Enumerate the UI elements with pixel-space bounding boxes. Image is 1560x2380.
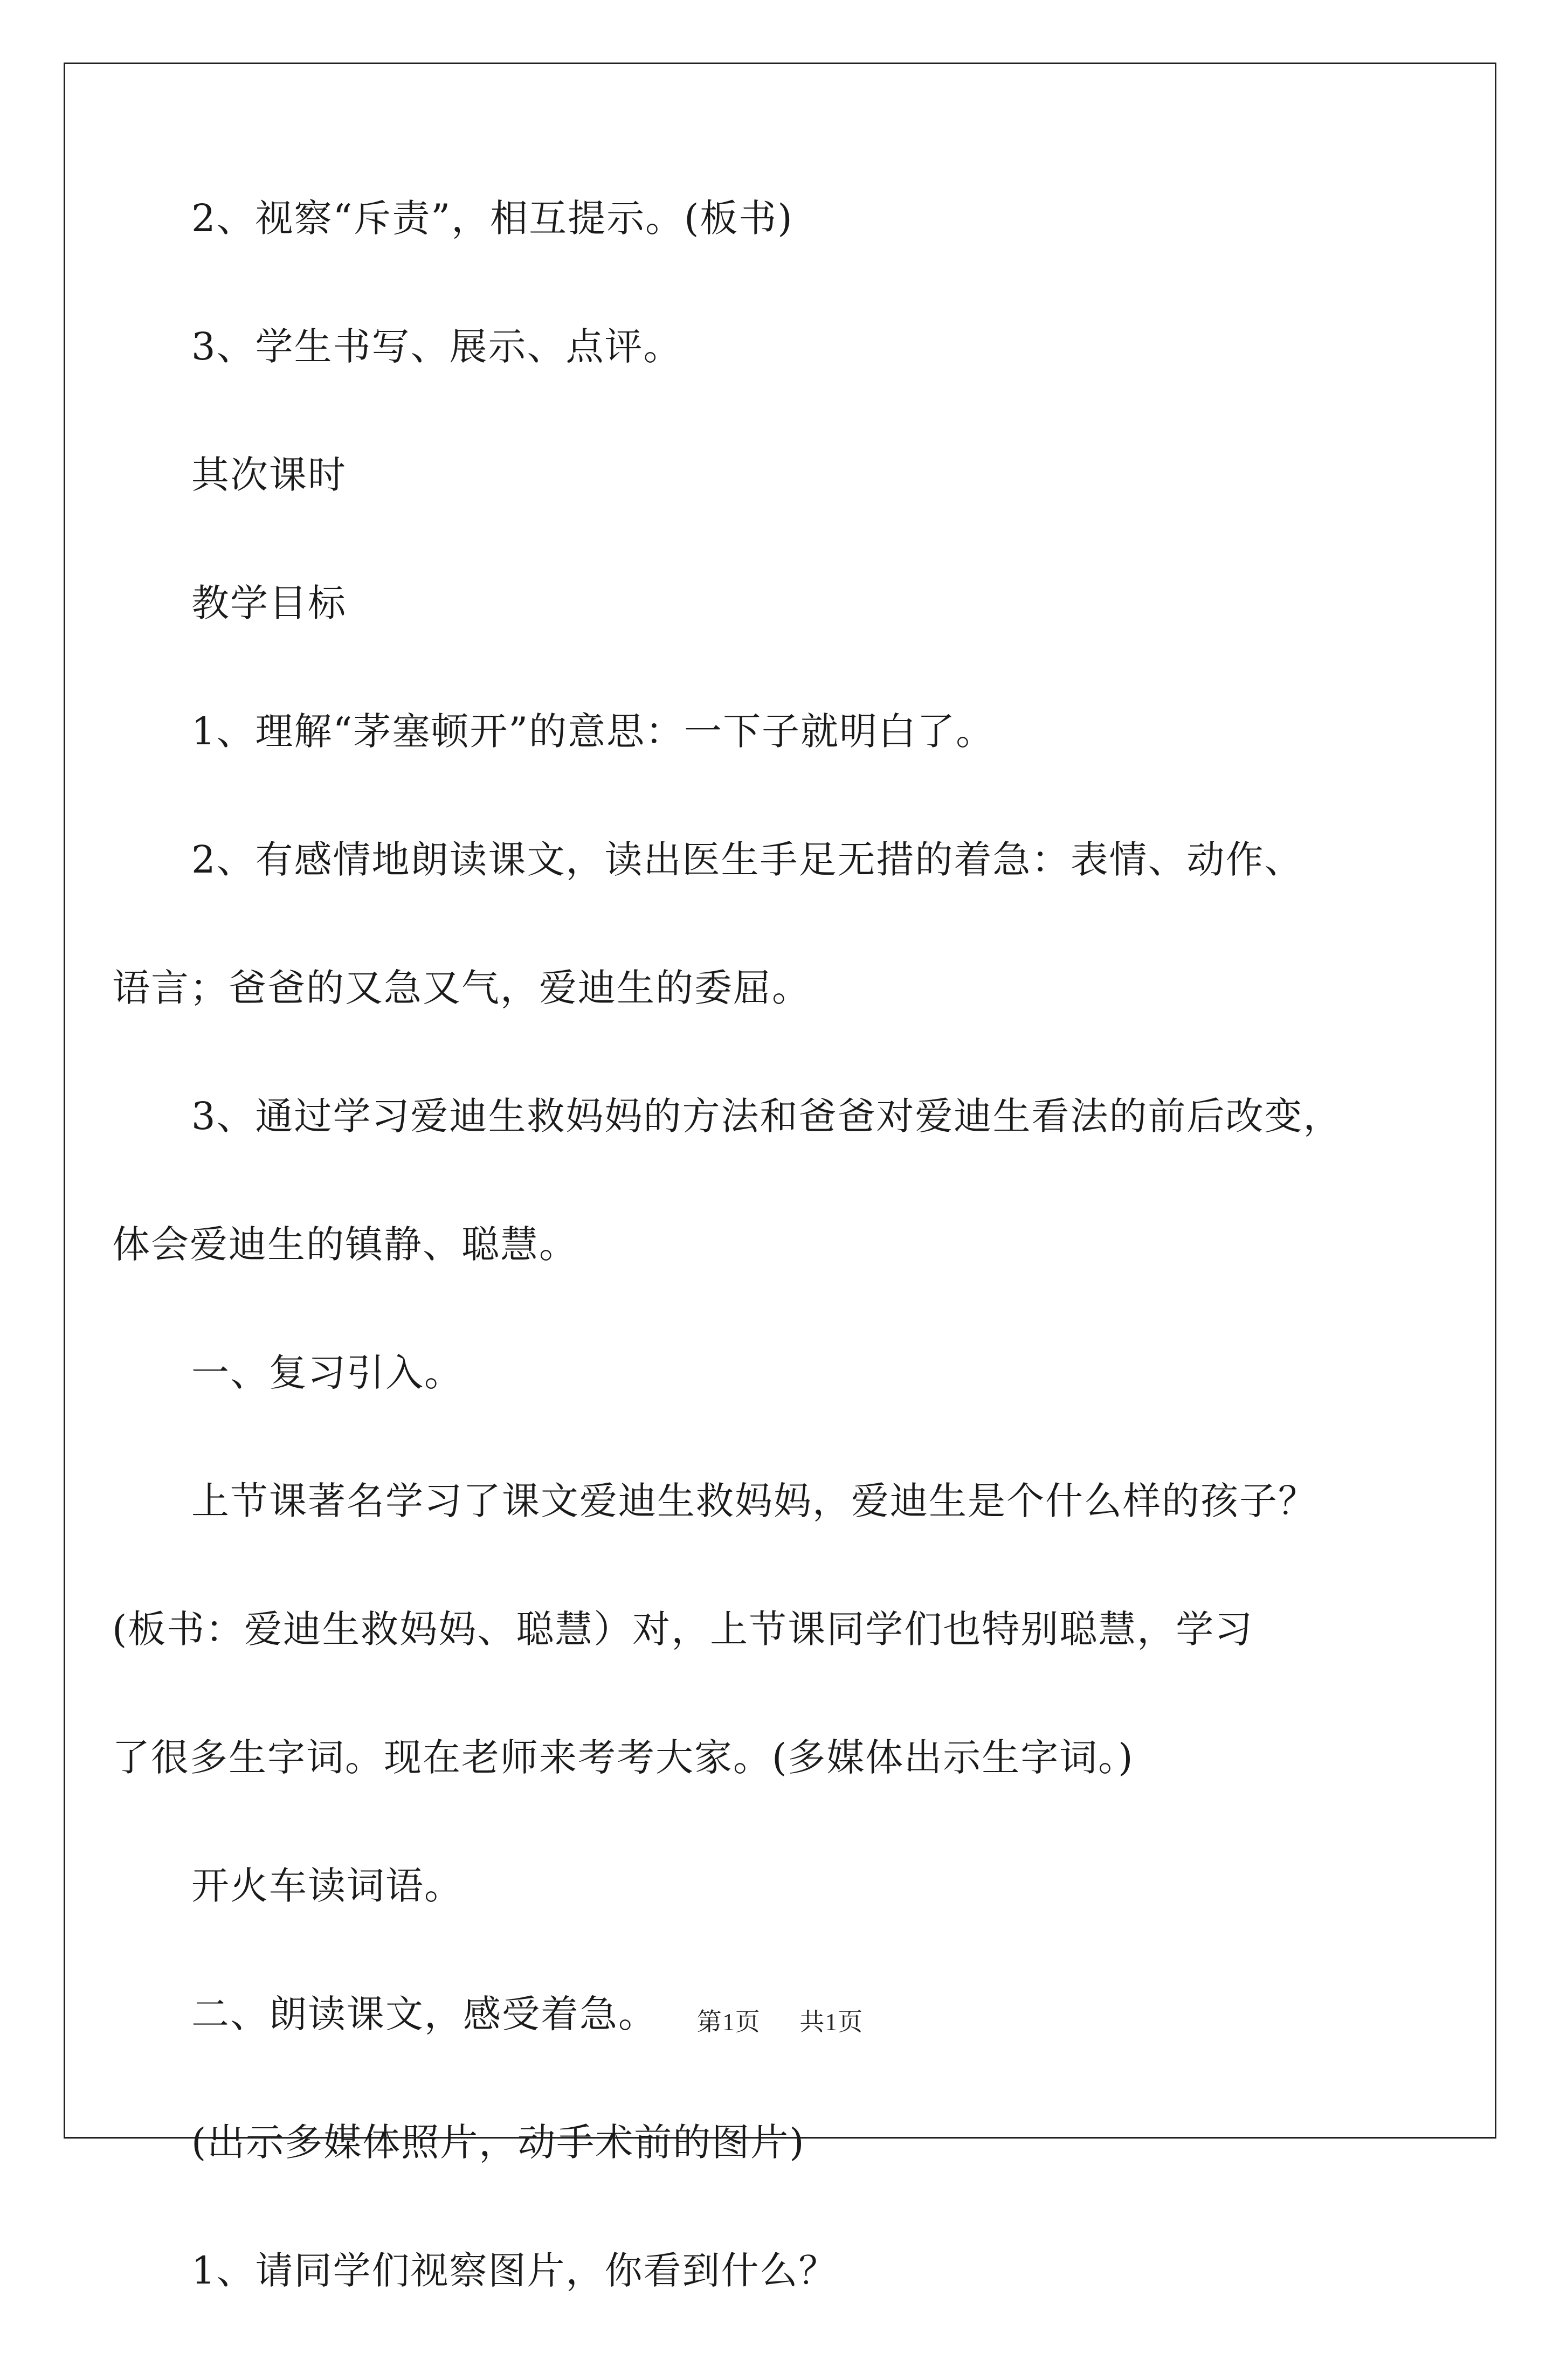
text-line: 2、有感情地朗读课文，读出医生手足无措的着急：表情、动作、 bbox=[191, 838, 1303, 882]
text-line: 上节课著名学习了课文爱迪生救妈妈，爱迪生是个什么样的孩子？ bbox=[191, 1479, 1317, 1523]
text-line: (板书：爱迪生救妈妈、聪慧）对，上节课同学们也特别聪慧，学习 bbox=[112, 1607, 1254, 1651]
text-line: (出示多媒体照片，动手术前的图片) bbox=[191, 2120, 805, 2164]
paragraph bbox=[191, 324, 1393, 369]
text-line: 体会爱迪生的镇静、聪慧。 bbox=[112, 1222, 578, 1267]
text-line: 3、通过学习爱迪生救妈妈的方法和爸爸对爱迪生看法的前后改变， bbox=[191, 1094, 1342, 1138]
text-line: 语言；爸爸的又急又气，爱迪生的委屈。 bbox=[112, 966, 811, 1010]
text-line: 一、复习引入。 bbox=[191, 1351, 463, 1395]
document-body bbox=[112, 196, 1393, 2380]
text-line: 1、理解“茅塞顿开”的意思：一下子就明白了。 bbox=[191, 709, 995, 753]
paragraph bbox=[191, 2120, 1393, 2164]
paragraph bbox=[191, 709, 1393, 753]
page-total: 共1页 bbox=[799, 2008, 864, 2036]
text-line: 2、视察“斥责”，相互提示。(板书) bbox=[191, 196, 793, 240]
page-number: 第1页 bbox=[696, 2008, 761, 2036]
paragraph bbox=[191, 196, 1393, 240]
paragraph bbox=[112, 1094, 1393, 1267]
paragraph bbox=[191, 1864, 1393, 1908]
section-heading bbox=[191, 453, 1393, 497]
paragraph bbox=[112, 1479, 1393, 1780]
page-footer bbox=[0, 2002, 1560, 2038]
section-heading bbox=[191, 581, 1393, 625]
text-line: 了很多生字词。现在老师来考考大家。(多媒体出示生字词。) bbox=[112, 1735, 1134, 1780]
section-heading bbox=[191, 1351, 1393, 1395]
text-line: 1、请同学们视察图片，你看到什么？ bbox=[191, 2248, 838, 2293]
text-line: 其次课时 bbox=[191, 453, 347, 497]
text-line: 教学目标 bbox=[191, 581, 347, 625]
text-line: 二、朗读课文，感受着急。 bbox=[191, 1992, 657, 2036]
paragraph bbox=[191, 2248, 1393, 2293]
text-line: 开火车读词语。 bbox=[191, 1864, 463, 1908]
paragraph bbox=[112, 838, 1393, 1010]
text-line: 3、学生书写、展示、点评。 bbox=[191, 324, 682, 369]
